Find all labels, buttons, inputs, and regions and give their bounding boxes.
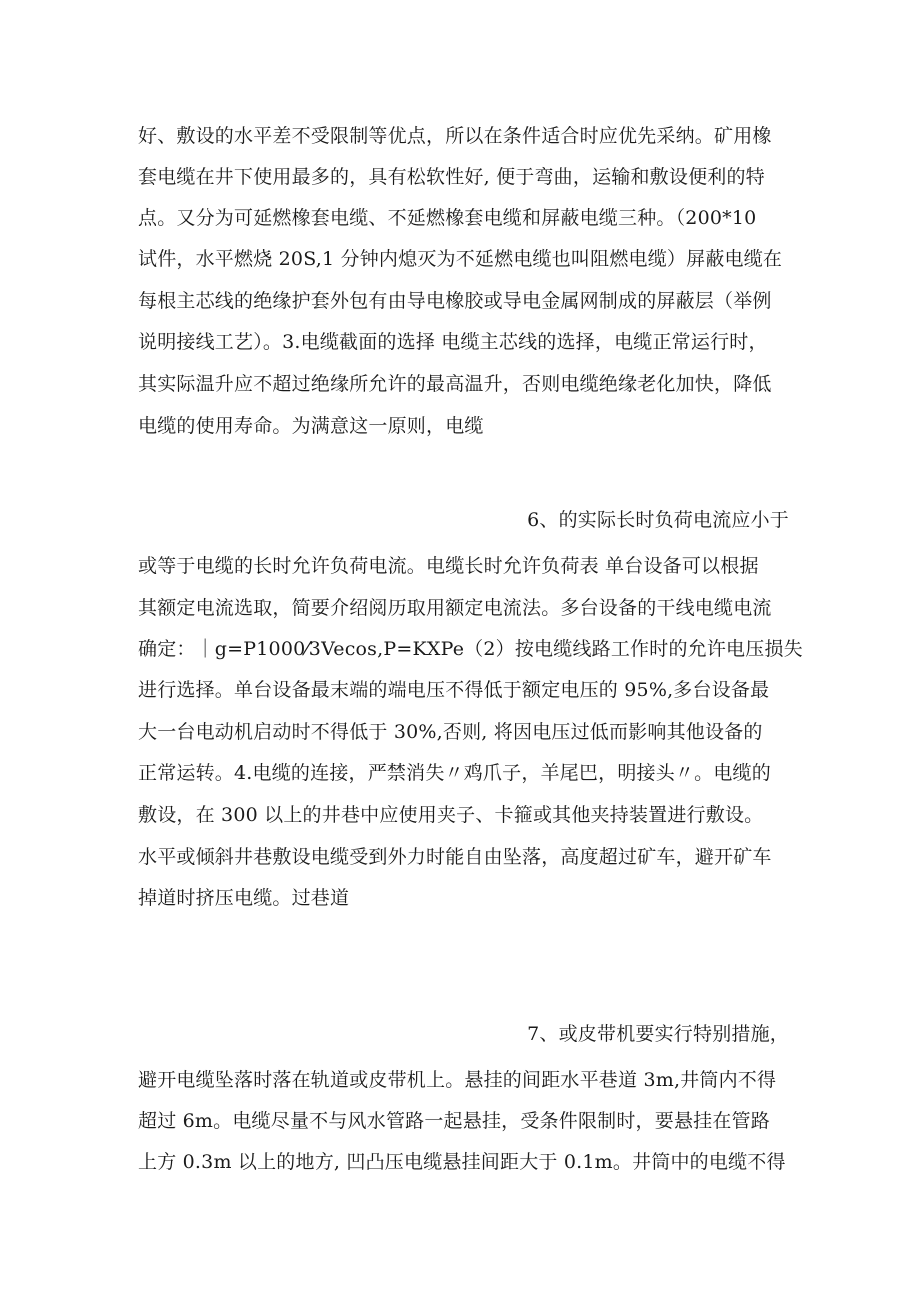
body-text-line: 正常运转。4.电缆的连接，严禁消失〃鸡爪子，羊尾巴，明接头〃。电缆的 [138,762,771,784]
body-text-line: 上方 0.3m 以上的地方, 凹凸压电缆悬挂间距大于 0.1m。井筒中的电缆不得 [138,1151,786,1173]
body-text-line: 好、敷设的水平差不受限制等优点，所以在条件适合时应优先采纳。矿用橡 [138,125,772,147]
body-text-line: 避开电缆坠落时落在轨道或皮带机上。悬挂的间距水平巷道 3m,井筒内不得 [138,1069,777,1091]
body-text-line: 水平或倾斜井巷敷设电缆受到外力时能自由坠落，高度超过矿车，避开矿车 [138,846,772,868]
body-text-line: 或等于电缆的长时允许负荷电流。电缆长时允许负荷表 单台设备可以根据 [138,555,759,577]
body-text-line: 其实际温升应不超过绝缘所允许的最高温升，否则电缆绝缘老化加快，降低 [138,373,772,395]
section-heading-6: 6、的实际长时负荷电流应小于 [527,509,789,531]
body-text-line: 点。又分为可延燃橡套电缆、不延燃橡套电缆和屏蔽电缆三种。（200*10 [138,207,757,229]
section-heading-7: 7、或皮带机要实行特别措施， [527,1023,789,1045]
body-text-line: 敷设，在 300 以上的井巷中应使用夹子、卡箍或其他夹持装置进行敷设。 [138,804,764,826]
body-text-line: 说明接线工艺）。3.电缆截面的选择 电缆主芯线的选择，电缆正常运行时， [138,331,768,353]
body-text-line: 掉道时挤压电缆。过巷道 [138,887,350,909]
body-text-line: 每根主芯线的绝缘护套外包有由导电橡胶或导电金属网制成的屏蔽层（举例 [138,290,772,312]
body-text-line: 确定：｜g=P1000⁄3Vecos,P=KXPe（2）按电缆线路工作时的允许电压损失 [138,638,803,660]
body-text-line: 电缆的使用寿命。为满意这一原则，电缆 [138,415,484,437]
body-text-line: 超过 6m。电缆尽量不与风水管路一起悬挂，受条件限制时，要悬挂在管路 [138,1110,770,1132]
body-text-line: 进行选择。单台设备最末端的端电压不得低于额定电压的 95%,多台设备最 [138,679,770,701]
body-text-line: 套电缆在井下使用最多的，具有松软性好, 便于弯曲，运输和敷设便利的特 [138,166,765,188]
body-text-line: 试件，水平燃烧 20S,1 分钟内熄灭为不延燃电缆也叫阻燃电缆）屏蔽电缆在 [138,248,783,270]
body-text-line: 其额定电流选取，简要介绍阅历取用额定电流法。多台设备的干线电缆电流 [138,597,772,619]
body-text-line: 大一台电动机启动时不得低于 30%,否则, 将因电压过低而影响其他设备的 [138,721,763,743]
